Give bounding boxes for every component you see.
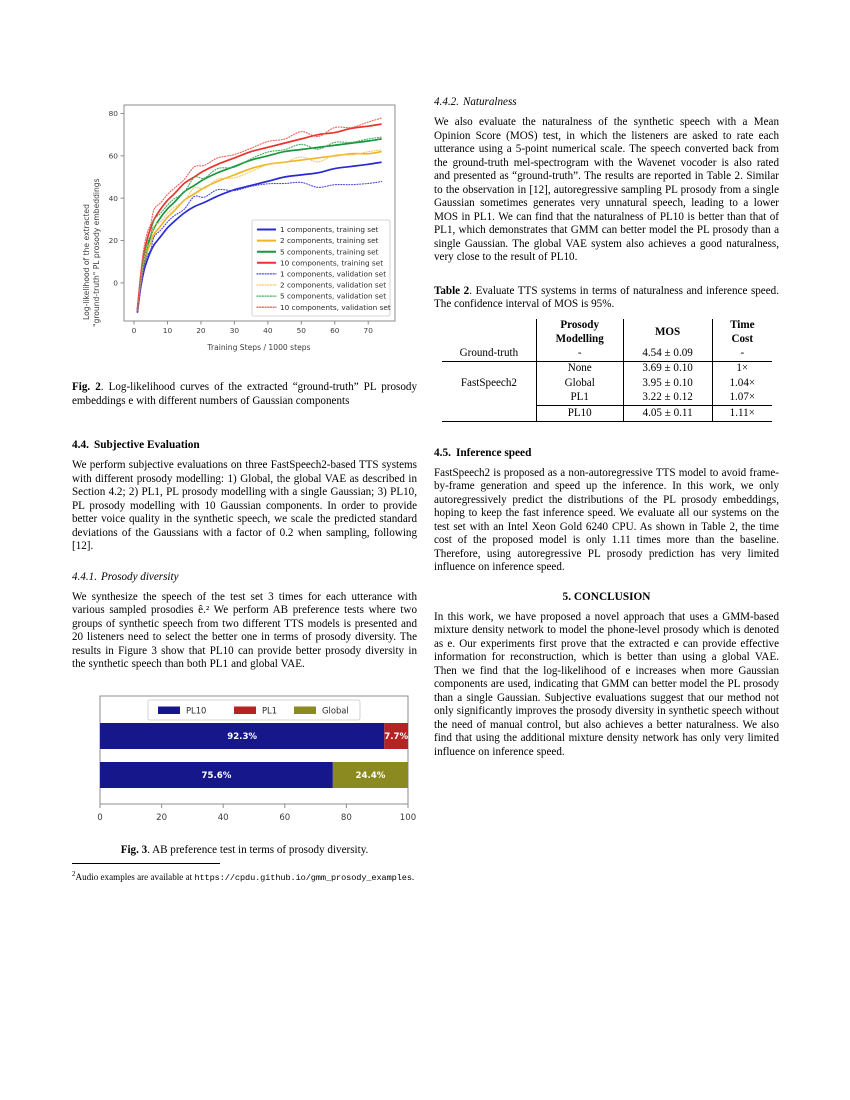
figure-2-legend-label: 10 components, validation set [280, 302, 391, 312]
figure-3-bar-value-label: 75.6% [201, 770, 232, 781]
table-cell-mos: 4.54 ± 0.09 [623, 347, 712, 362]
svg-text:0: 0 [131, 326, 137, 335]
figure-3-x-axis [97, 804, 416, 823]
svg-text:10: 10 [162, 326, 173, 335]
figure-3-caption-text: . AB preference test in terms of prosody diversity. [147, 843, 369, 856]
table-cell-prosody: Global [536, 376, 623, 390]
table-header-prosody-modelling [536, 319, 623, 347]
svg-text:40: 40 [263, 326, 273, 335]
figure-3-svg [72, 692, 417, 832]
svg-text:80: 80 [340, 812, 352, 823]
footnote-text-after: . [411, 872, 415, 883]
section-body-naturalness: We also evaluate the naturalness of the synthetic speech with a Mean Opinion Score (MOS) test, in which the listeners are asked to rate each utterance using a 5-point numerical scale. The speech converted back from the ground-truth mel-spectrogram with the Wavenet vocoder is also rated and presented as “ground-truth”. The results are reported in Table 2. Similar to the observation in [12], autoregressive sampling PL prosody from a single Gaussian sometimes generates very unnatural speech, leading to a lower MOS in PL1. We can find that the naturalness of PL10 is better than that of PL1, which demonstrates that GMM can better model the PL prosody than a single Gaussian. The global VAE system also achieves a good naturalness, very close to the result of PL10. [434, 116, 779, 263]
figure-2-loglikelihood-chart [72, 95, 417, 357]
footnote-text-before: Audio examples are available at [75, 872, 195, 883]
section-title: Subjective Evaluation [93, 439, 200, 452]
figure-3-legend-label: Global [322, 705, 349, 716]
table-cell-time: 1.04× [712, 376, 772, 390]
figure-2-x-axis [132, 321, 374, 335]
svg-text:100: 100 [399, 812, 417, 823]
figure-2-ylabel-line2: "ground-truth" PL prosody embeddings [92, 178, 101, 327]
svg-text:40: 40 [108, 193, 118, 203]
figure-2-ylabel-line1: Log-likelihood of the extracted [82, 204, 91, 320]
subsection-title: Naturalness [462, 96, 517, 108]
figure-2-legend-label: 1 components, training set [280, 225, 379, 235]
subsection-number: 4.4.2. [434, 96, 459, 108]
svg-text:0: 0 [113, 278, 118, 288]
table-cell-time: 1.07× [712, 391, 772, 406]
figure-3-legend [148, 700, 360, 720]
figure-2-legend-box [252, 220, 390, 316]
figure-3-legend-label: PL1 [262, 705, 278, 716]
svg-text:60: 60 [279, 812, 291, 823]
table-row-header [442, 319, 772, 347]
figure-2-caption [72, 381, 417, 408]
figure-3-legend-swatch-pl1 [234, 706, 256, 714]
table-row [442, 361, 772, 376]
table-cell-mos: 3.95 ± 0.10 [623, 376, 712, 390]
section-heading-naturalness [434, 95, 779, 109]
svg-text:60: 60 [330, 326, 340, 335]
table-cell-prosody: PL10 [536, 406, 623, 421]
table-2-caption-label: Table 2 [434, 284, 470, 297]
svg-text:20: 20 [156, 812, 168, 823]
section-title: Inference speed [455, 446, 532, 459]
table-header-mos: MOS [623, 319, 712, 347]
svg-text:20: 20 [196, 326, 206, 335]
table-cell-prosody: - [536, 347, 623, 362]
table-cell-mos: 3.69 ± 0.10 [623, 361, 712, 376]
section-body-conclusion: In this work, we have proposed a novel approach that uses a GMM-based mixture density network to model the phone-level prosody which is denoted as e. Our experiments first prove that the extracted e can provide effective information for reconstruction, which is better than using a global VAE. Then we find that the log-likelihood of e increases when more Gaussian components are used, indicating that GMM can better model the PL prosody than a single Gaussian. Subjective evaluations suggest that our method not only significantly improves the prosody diversity in synthetic speech without the need of manual control, but also achieves a better naturalness. We also find that using the additional mixture density network has only very limited influence on inference speed. [434, 610, 779, 758]
figure-2-legend-label: 10 components, training set [280, 258, 384, 268]
section-heading-subjective-evaluation [72, 438, 417, 452]
svg-text:40: 40 [217, 812, 229, 823]
table-cell-mos: 3.22 ± 0.12 [623, 391, 712, 406]
footnote-url[interactable]: https://cpdu.github.io/gmm_prosody_examples [194, 873, 412, 884]
figure-3-legend-label: PL10 [186, 705, 207, 716]
table-header-time-cost [712, 319, 772, 347]
table-row [442, 406, 772, 421]
table-header-prosody-line2: Modelling [555, 332, 604, 345]
figure-3-caption [72, 844, 417, 858]
figure-2-caption-label: Fig. 2 [72, 381, 101, 393]
section-number: 4.5. [434, 446, 451, 459]
figure-3-legend-swatch-pl10 [158, 706, 180, 714]
figure-3-bar-value-label: 92.3% [227, 731, 258, 742]
section-heading-conclusion [434, 591, 779, 603]
table-cell-time: - [712, 347, 772, 362]
table-header-prosody-line1: Prosody [560, 319, 600, 332]
figure-3-bars-group [100, 723, 408, 788]
figure-3-bar-value-label: 7.7% [384, 731, 409, 742]
footnote-separator-rule [72, 863, 220, 864]
table-cell-time: 1.11× [712, 406, 772, 421]
figure-2-legend [252, 220, 391, 316]
figure-3-bar-value-label: 24.4% [355, 770, 386, 781]
section-number: 5. [562, 590, 572, 603]
figure-3-caption-label: Fig. 3 [120, 843, 148, 856]
figure-2-caption-text: . Log-likelihood curves of the extracted “ground-truth” PL prosody embeddings e with different numbers of Gaussian components [72, 381, 417, 407]
table-cell-prosody: PL1 [536, 391, 623, 406]
figure-2-svg [72, 95, 417, 357]
section-heading-inference-speed [434, 446, 779, 460]
table-cell-mos: 4.05 ± 0.11 [623, 406, 712, 421]
table-cell-system [442, 406, 536, 421]
section-title: CONCLUSION [573, 590, 651, 603]
section-body-inference-speed: FastSpeech2 is proposed as a non-autoregressive TTS model to avoid frame-by-frame generation and speed up the inference. In this work, we only autoregressively predict the distributions of the PL prosody embeddings, hoping to keep the fast inference speed. We evaluate all our systems on the test set with an Intel Xeon Gold 6240 CPU. As shown in Table 2, the time cost of the proposed model is only 1.11 times more than the baseline. Therefore, using autoregressive PL prosody prediction has very limited influence on inference speed. [434, 466, 779, 574]
figure-2-legend-label: 2 components, validation set [280, 280, 387, 290]
figure-3-legend-swatch-global [294, 706, 316, 714]
figure-2-legend-label: 5 components, validation set [280, 291, 387, 301]
right-column [434, 95, 779, 759]
svg-text:50: 50 [296, 326, 307, 335]
section-body-subjective-evaluation: We perform subjective evaluations on three FastSpeech2-based TTS systems with different prosody modelling: 1) Global, the global VAE as described in Section 4.2; 2) PL1, PL prosody modelling with a single Gaussian; 3) PL10, PL prosody modelling with 10 Gaussian components. In order to provide better voice quality in the synthetic speech, we scale the predicted standard deviations of the Gaussians with a factor of 0.2 when sampling, following [12]. [72, 459, 417, 553]
subsection-title: Prosody diversity [100, 570, 179, 583]
subsection-number: 4.4.1. [72, 570, 97, 583]
table-cell-system: Ground-truth [442, 347, 536, 362]
table-header-time-line2: Cost [731, 332, 754, 345]
svg-text:70: 70 [363, 326, 373, 335]
figure-2-xlabel: Training Steps / 1000 steps [207, 343, 311, 352]
left-column [72, 95, 417, 885]
figure-2-y-axis [109, 109, 124, 287]
figure-2-legend-label: 5 components, training set [280, 247, 379, 257]
table-header-time-line1: Time [730, 319, 755, 332]
footnote-2 [72, 869, 417, 885]
table-2-mos-results [442, 319, 772, 422]
section-number: 4.4. [72, 439, 89, 452]
table-cell-system: FastSpeech2 [460, 377, 517, 390]
footnote-marker: 2 [72, 870, 76, 879]
figure-3-ab-preference-chart [72, 692, 417, 832]
table-2-caption-text: . Evaluate TTS systems in terms of naturalness and inference speed. The confidence interval of MOS is 95%. [434, 284, 779, 311]
svg-text:30: 30 [229, 326, 240, 335]
svg-text:60: 60 [108, 151, 118, 161]
svg-text:20: 20 [108, 236, 118, 246]
svg-text:0: 0 [97, 812, 103, 823]
svg-text:80: 80 [108, 109, 118, 119]
section-body-prosody-diversity: We synthesize the speech of the test set 3 times for each utterance with various sampled prosodies ê.² We perform AB preference tests where two groups of synthetic speech from two different TTS models is presented and 20 listeners need to select the better one in terms of prosody diversity. The results in Figure 3 show that PL10 can provide better prosody diversity in the synthetic speech than both PL1 and global VAE. [72, 590, 417, 671]
table-2-caption [434, 285, 779, 312]
figure-2-legend-label: 2 components, training set [280, 236, 379, 246]
section-heading-prosody-diversity [72, 570, 417, 584]
figure-2-legend-label: 1 components, validation set [280, 269, 387, 279]
table-row [442, 347, 772, 362]
table-cell-time: 1× [712, 361, 772, 376]
table-header-system [442, 319, 536, 347]
table-cell-prosody: None [536, 361, 623, 376]
